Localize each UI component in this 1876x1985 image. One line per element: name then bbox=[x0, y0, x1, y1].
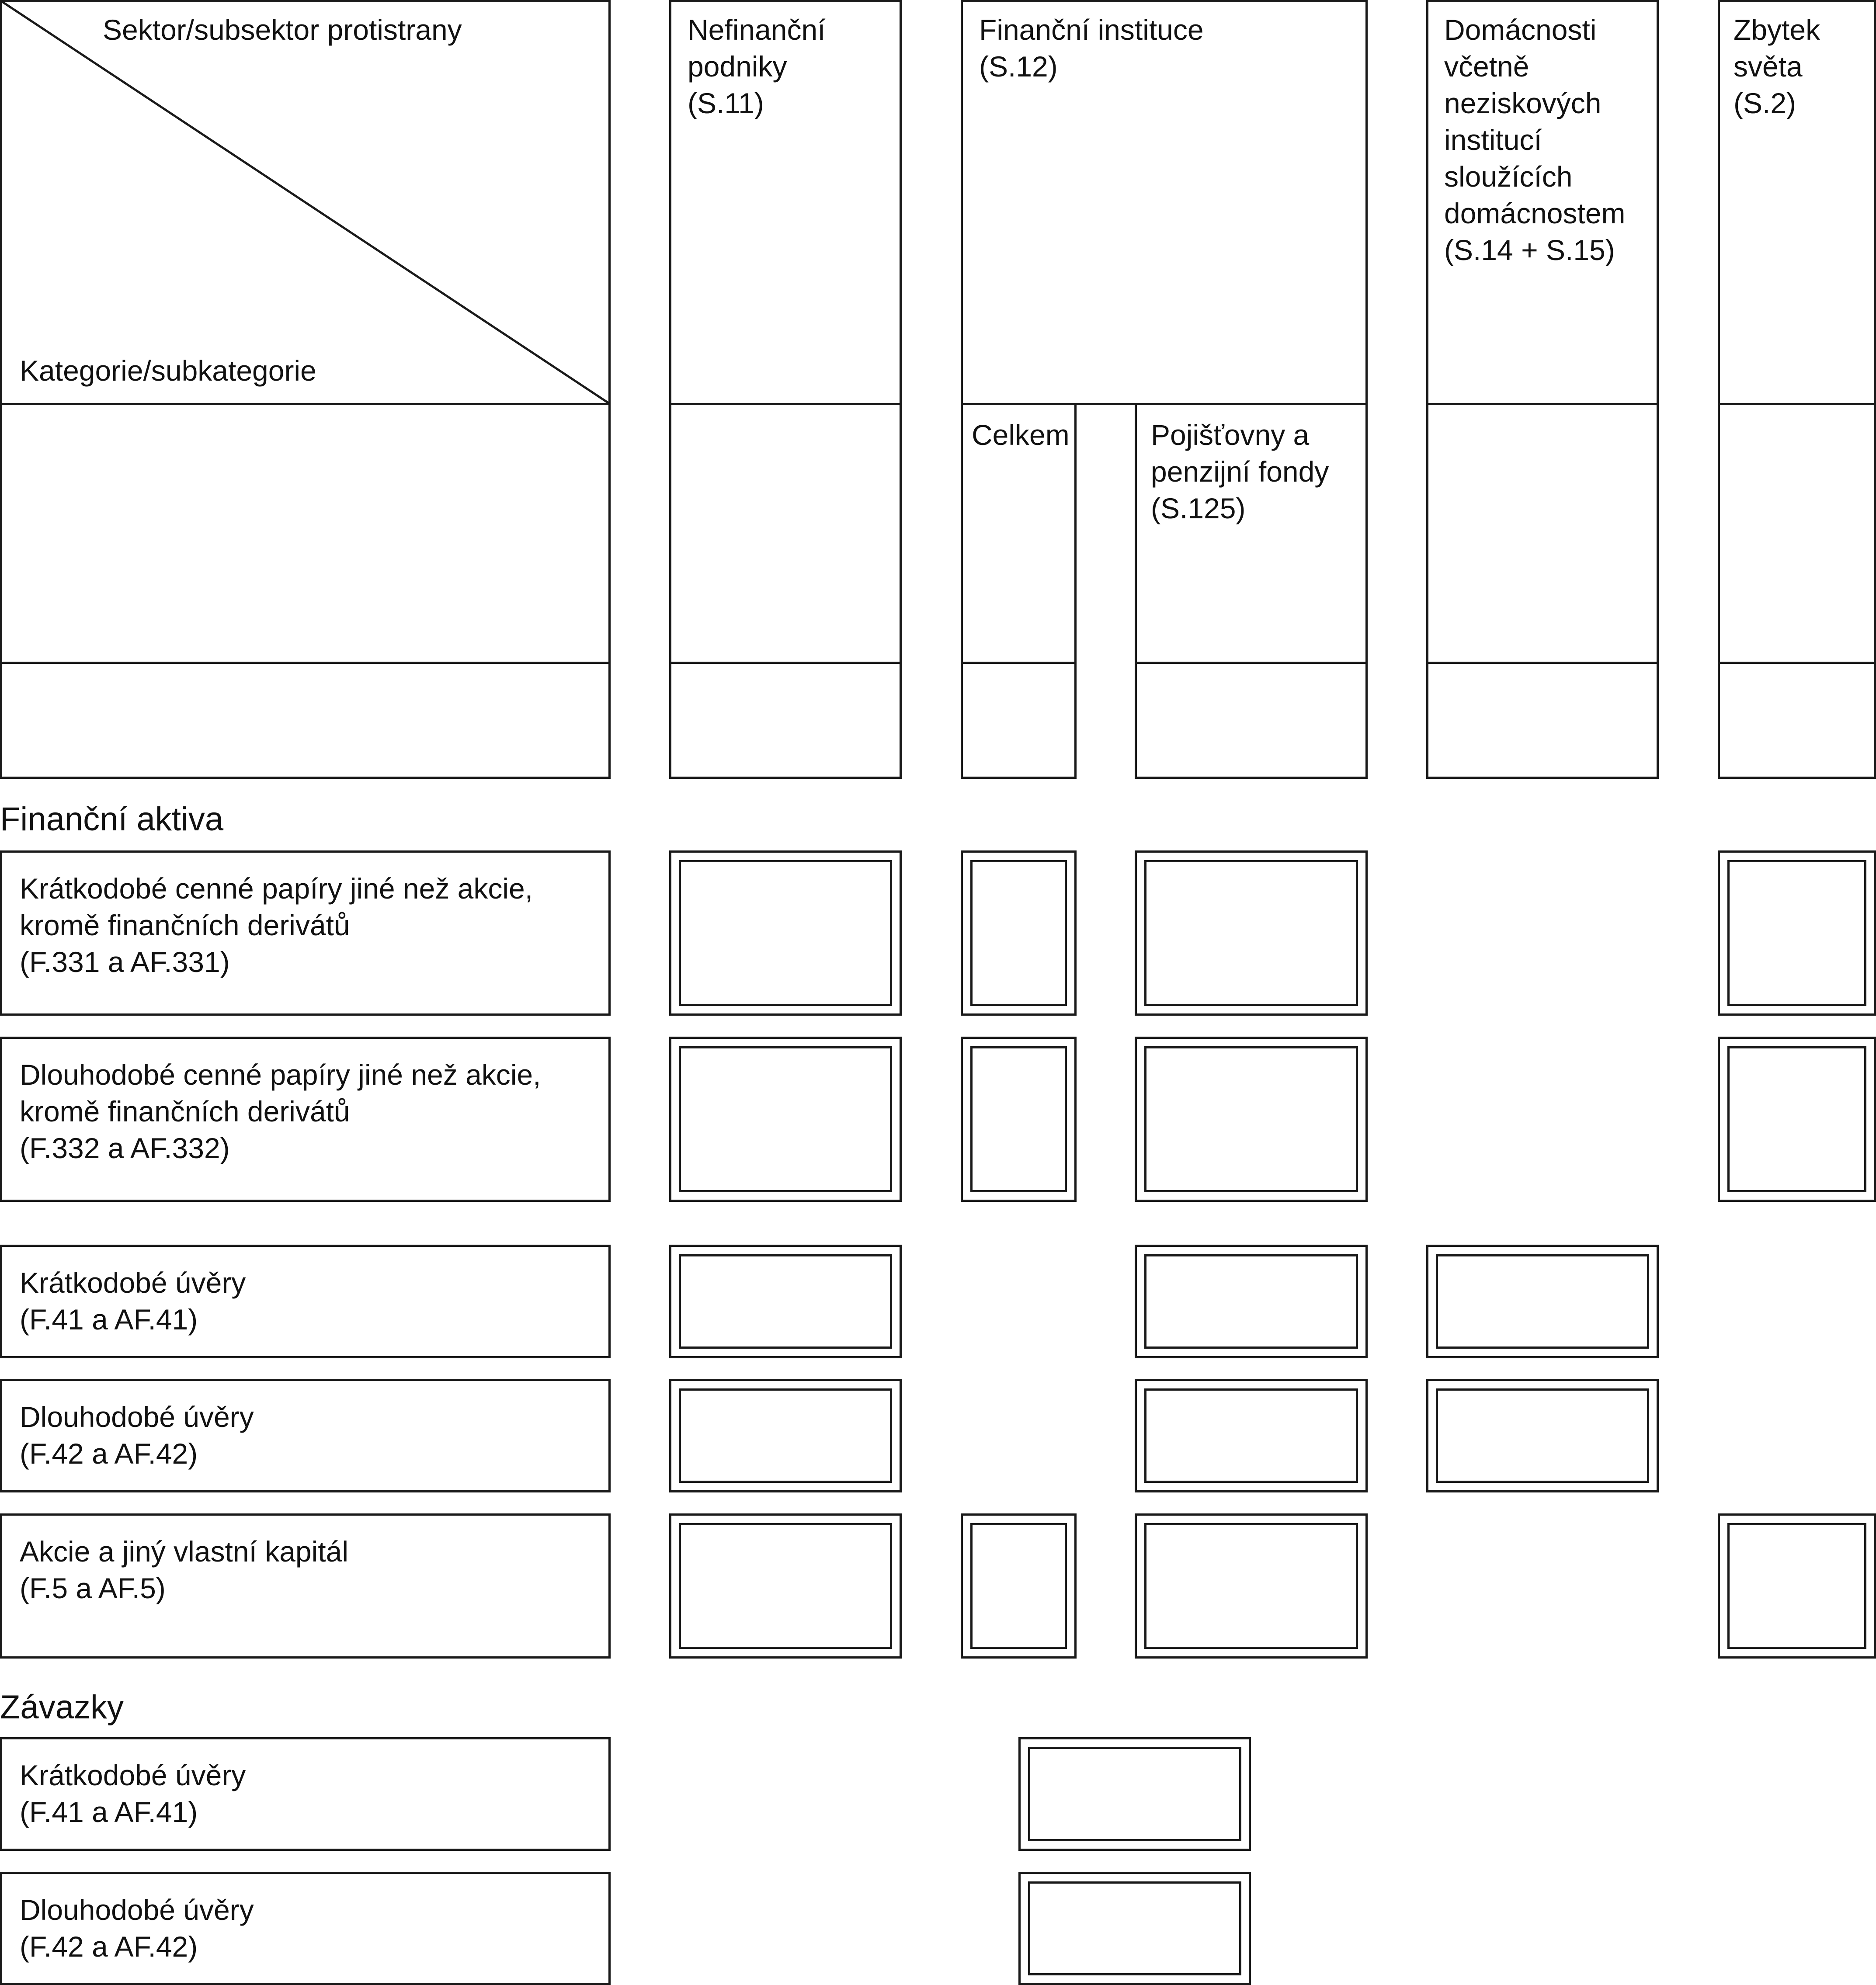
cell-equity-s11[interactable] bbox=[669, 1513, 902, 1659]
col-s14-s15-divider-1 bbox=[1426, 403, 1659, 405]
cell-equity-s2[interactable] bbox=[1718, 1513, 1876, 1659]
cell-equity-s12[interactable] bbox=[961, 1513, 1077, 1659]
cell-long-term-loans-assets-s125[interactable] bbox=[1135, 1379, 1368, 1492]
col-s2-divider-1 bbox=[1718, 403, 1876, 405]
cell-short-term-loans-assets-s11[interactable] bbox=[669, 1245, 902, 1358]
cell-long-term-securities-s2[interactable] bbox=[1718, 1037, 1876, 1202]
col-s12-total-divider bbox=[961, 662, 1077, 664]
cell-short-term-securities-s11[interactable] bbox=[669, 850, 902, 1016]
row-label-equity: Akcie a jiný vlastní kapitál (F.5 a AF.5) bbox=[0, 1513, 611, 1659]
cell-short-term-loans-assets-s125[interactable] bbox=[1135, 1245, 1368, 1358]
cell-short-term-securities-s12[interactable] bbox=[961, 850, 1077, 1016]
col-s11-divider-1 bbox=[669, 403, 902, 405]
col-s2-divider-2 bbox=[1718, 662, 1876, 664]
col-header-s2-label: Zbytek světa (S.2) bbox=[1734, 14, 1820, 119]
col-header-s12-label: Finanční instituce (S.12) bbox=[979, 14, 1204, 83]
section-title-liabilities: Závazky bbox=[0, 1689, 124, 1726]
row-label-long-term-securities: Dlouhodobé cenné papíry jiné než akcie, kromě finančních derivátů (F.332 a AF.332) bbox=[0, 1037, 611, 1202]
col-header-s11-label: Nefinanční podniky (S.11) bbox=[688, 14, 826, 119]
cell-equity-s125[interactable] bbox=[1135, 1513, 1368, 1659]
corner-label-category: Kategorie/subkategorie bbox=[20, 354, 316, 387]
row-label-long-term-loans-liabilities: Dlouhodobé úvěry (F.42 a AF.42) bbox=[0, 1872, 611, 1985]
corner-diagonal-line bbox=[0, 0, 611, 405]
row-label-short-term-loans-assets: Krátkodobé úvěry (F.41 a AF.41) bbox=[0, 1245, 611, 1358]
cell-long-term-securities-s125[interactable] bbox=[1135, 1037, 1368, 1202]
col-header-s125-label: Pojišťovny a penzijní fondy (S.125) bbox=[1151, 419, 1329, 524]
cell-short-term-securities-s125[interactable] bbox=[1135, 850, 1368, 1016]
col-header-s12-total bbox=[961, 403, 1077, 779]
section-title-assets: Finanční aktiva bbox=[0, 801, 224, 838]
col-header-s12-total-label: Celkem bbox=[972, 419, 1070, 451]
col-s11-divider-2 bbox=[669, 662, 902, 664]
col-s125-divider bbox=[1135, 662, 1368, 664]
cell-long-term-loans-liabilities-value[interactable] bbox=[1018, 1872, 1251, 1985]
cell-short-term-loans-liabilities-value[interactable] bbox=[1018, 1737, 1251, 1851]
corner-divider-2 bbox=[0, 662, 611, 664]
row-label-short-term-loans-liabilities: Krátkodobé úvěry (F.41 a AF.41) bbox=[0, 1737, 611, 1851]
col-s14-s15-divider-2 bbox=[1426, 662, 1659, 664]
col-header-s14-s15-label: Domácnosti včetně neziskových institucí sloužících domácnostem (S.14 + S.15) bbox=[1444, 14, 1626, 266]
row-label-short-term-securities: Krátkodobé cenné papíry jiné než akcie, kromě finančních derivátů (F.331 a AF.331) bbox=[0, 850, 611, 1016]
cell-long-term-loans-assets-s14-s15[interactable] bbox=[1426, 1379, 1659, 1492]
cell-short-term-securities-s2[interactable] bbox=[1718, 850, 1876, 1016]
cell-short-term-loans-assets-s14-s15[interactable] bbox=[1426, 1245, 1659, 1358]
cell-long-term-loans-assets-s11[interactable] bbox=[669, 1379, 902, 1492]
row-label-long-term-loans-assets: Dlouhodobé úvěry (F.42 a AF.42) bbox=[0, 1379, 611, 1492]
cell-long-term-securities-s12[interactable] bbox=[961, 1037, 1077, 1202]
cell-long-term-securities-s11[interactable] bbox=[669, 1037, 902, 1202]
corner-label-sector: Sektor/subsektor protistrany bbox=[103, 14, 462, 46]
